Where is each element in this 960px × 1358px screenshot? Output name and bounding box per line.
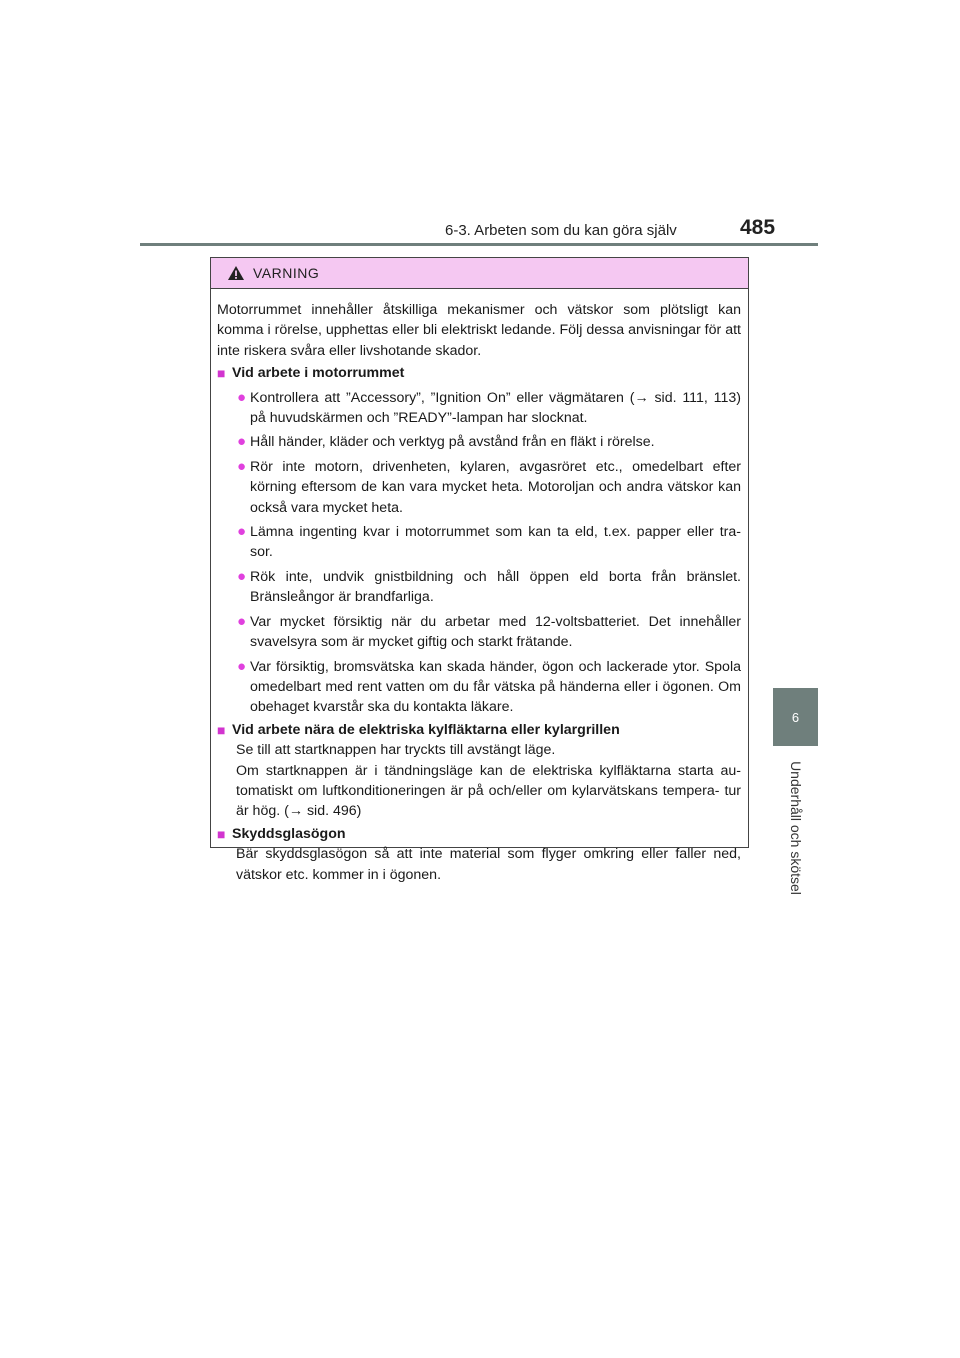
list-item: ● Lämna ingenting kvar i motorrummet som kan ta eld, t.ex. papper eller tra- sor.: [217, 522, 741, 563]
warning-box: [210, 257, 749, 883]
list-item: ● Rör inte motorn, drivenheten, kylaren, avgasröret etc., omedelbart efter körning eftersom de kan vara mycket heta. Motoroljan och andra vätskor kan också vara mycket heta.: [217, 457, 741, 518]
square-bullet-icon: ■: [217, 721, 226, 738]
warning-title: VARNING: [253, 265, 320, 281]
square-bullet-icon: ■: [217, 825, 226, 842]
circle-bullet-icon: ●: [236, 612, 246, 630]
circle-bullet-icon: ●: [236, 457, 246, 475]
section-title: ■ Vid arbete nära de elektriska kylfläktarna eller kylargrillen: [217, 720, 741, 740]
circle-bullet-icon: ●: [236, 567, 246, 585]
warning-body: [211, 289, 748, 885]
header-divider: [140, 243, 818, 246]
circle-bullet-icon: ●: [236, 523, 246, 541]
section-title: ■ Skyddsglasögon: [217, 824, 741, 844]
square-bullet-icon: ■: [217, 365, 226, 382]
chapter-number: 6: [791, 709, 800, 725]
chapter-label: Underhåll och skötsel: [788, 761, 804, 895]
section-heading: 6-3. Arbeten som du kan göra själv: [445, 222, 677, 239]
section-text: Bär skyddsglasögon så att inte material som flyger omkring eller faller ned, vätskor etc. kommer in i ögonen.: [236, 846, 741, 883]
list-item: ● Kontrollera att ”Accessory”, ”Ignition On” eller vägmätaren (→ sid. 111, 113) på huvudskärmen och ”READY”-lampan har slocknat.: [217, 388, 741, 429]
warning-intro: Motorrummet innehåller åtskilliga mekanismer och vätskor som plötsligt kan komma i rörelse, upphettas eller bli elektriskt ledande. Följ dessa anvisningar för att inte riskera svåra eller livshotande skador.: [217, 302, 741, 359]
warning-triangle-icon: [227, 265, 245, 281]
circle-bullet-icon: ●: [236, 433, 246, 451]
section-text: Se till att startknappen har tryckts till avstängt läge. Om startknappen är i tändningsläge kan de elektriska kylfläktarna starta au- tomatiskt om luftkonditioneringen är på och/eller om kylarvätskans tempera- tur är hög. (→ sid. 496): [236, 742, 741, 820]
chapter-tab: [773, 688, 818, 746]
warning-header: [211, 258, 748, 289]
list-item: ● Var mycket försiktig när du arbetar med 12-voltsbatteriet. Det innehåller svavelsyra som är mycket giftig och starkt frätande.: [217, 612, 741, 653]
page-number: 485: [740, 216, 776, 239]
list-item: ● Var försiktig, bromsvätska kan skada händer, ögon och lackerade ytor. Spola omedelbart med rent vatten om du får vätska på händerna eller i ögonen. Om obehaget kvarstår ska du kontakta läkare.: [217, 657, 741, 718]
circle-bullet-icon: ●: [236, 388, 246, 406]
circle-bullet-icon: ●: [236, 657, 246, 675]
list-item: ● Rök inte, undvik gnistbildning och håll öppen eld borta från bränslet. Bränsleångor är brandfarliga.: [217, 567, 741, 608]
section-title: ■ Vid arbete i motorrummet: [217, 363, 741, 383]
list-item: ● Håll händer, kläder och verktyg på avstånd från en fläkt i rörelse.: [217, 432, 741, 452]
